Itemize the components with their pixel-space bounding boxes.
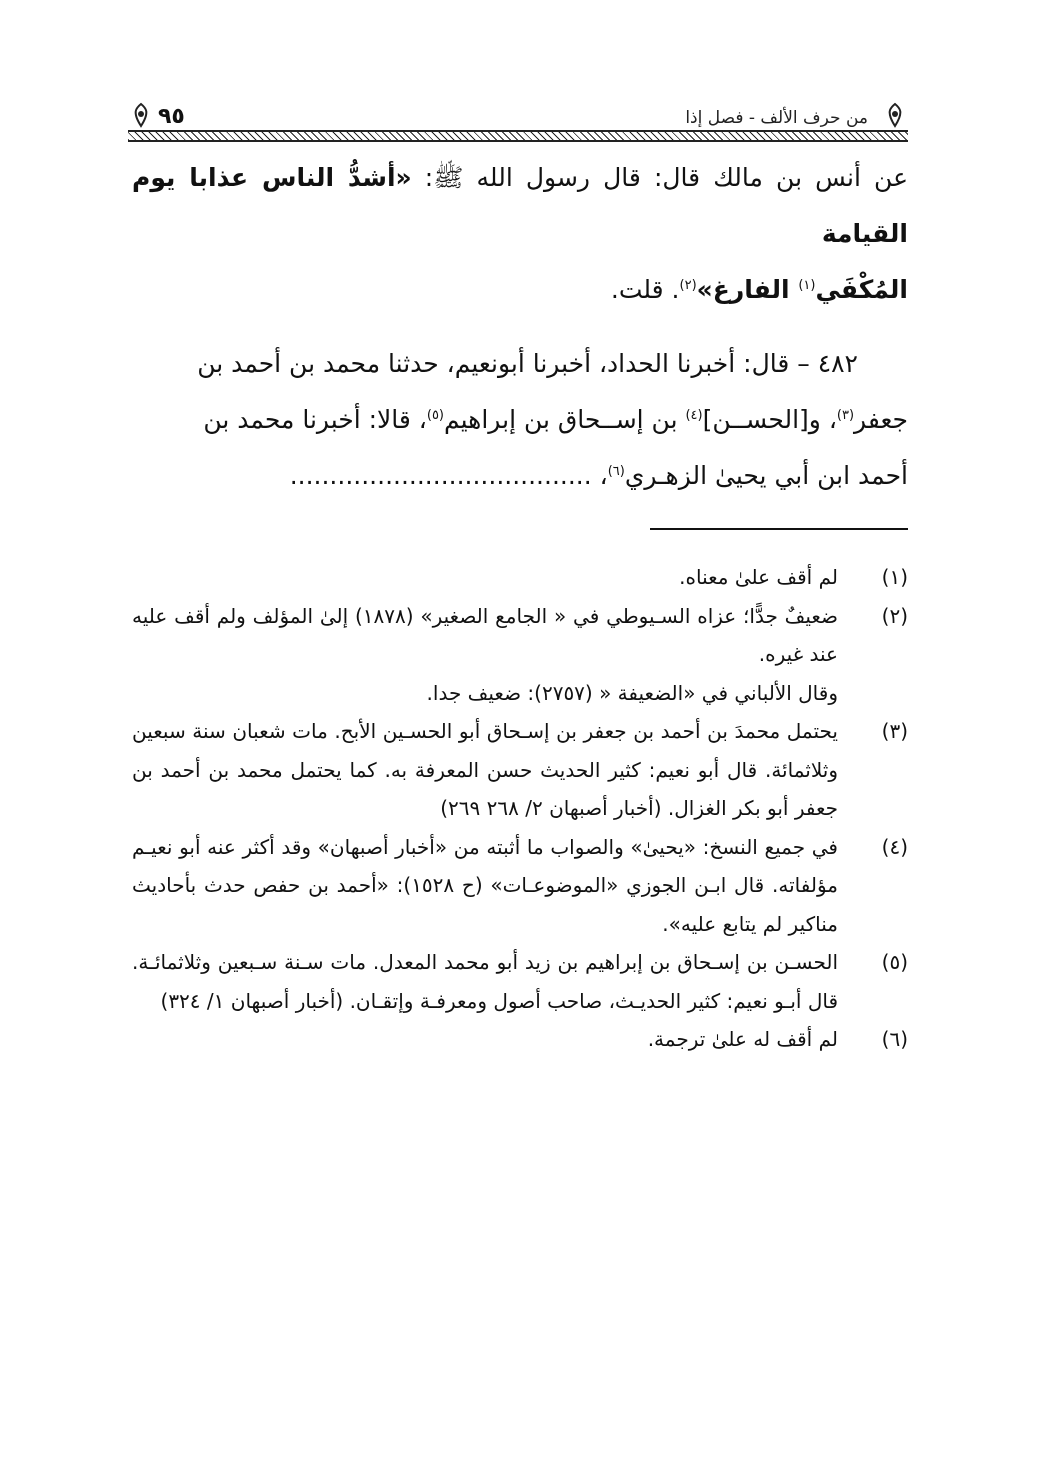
hadith-paragraph [132, 150, 908, 318]
footnote-number: (٢) [881, 603, 908, 628]
footnote-text: لم أقف له علىٰ ترجمة. [647, 1027, 838, 1051]
footnote [132, 943, 908, 1020]
footnote-text: ضعيفٌ جدًّا؛ عزاه السـيوطي في « الجامع الصغير» (١٨٧٨) إلىٰ المؤلف ولم أقف عليه عند غيره. [132, 603, 839, 666]
footnote-number: (٦) [881, 1027, 908, 1051]
footnote-number: (٣) [881, 719, 908, 743]
narration-intro: عن أنس بن مالك قال: قال رسول الله ﷺ: [411, 163, 908, 192]
ornament-icon [882, 102, 908, 128]
footnote-number: (٤) [881, 834, 908, 859]
isnad-text: جعفر [854, 405, 908, 434]
isnad-text: ، و[الحســن] [702, 405, 837, 434]
footnote-separator [650, 528, 908, 530]
hadith-text: «أشدُّ الناس عذابا يوم القيامة [132, 163, 908, 248]
header-rule [128, 130, 908, 142]
footnote [132, 1020, 908, 1059]
footnote-text: يحتمل محمدَ بن أحمد بن جعفر بن إسـحاق أبو الحسـين الأبح. مات شعبان سنة سبعين وثلاثمائة. قال أبو نعيم: كثير الحديث حسن المعرفة به. كما يحتمل محمد بن أحمد بن جعفر أبو بكر الغزال. (أخبار أصبهان ٢/ ٢٦٨ ٢٦٩) [132, 719, 838, 820]
footnote-ref: (٥) [426, 408, 444, 423]
footnote-number: (٥) [881, 950, 908, 974]
footnote-text: وقال الألباني في «الضعيفة « (٢٧٥٧): ضعيف جدا. [426, 680, 838, 705]
page-header [128, 96, 908, 142]
footnotes [132, 558, 908, 1059]
isnad-text: ، قالا: أخبرنا محمد بن [203, 405, 427, 434]
isnad-text: أحمد ابن أبي يحيىٰ الزهـري [624, 461, 908, 490]
footnote-ref: (١) [798, 278, 816, 293]
isnad-paragraph [132, 336, 908, 504]
footnote [132, 828, 908, 944]
footnote-text: الحسـن بن إسـحاق بن إبراهيم بن زيد أبو محمد المعدل. مات سـنة سـبعين وثلاثمائـة. قال أبـو نعيم: كثير الحديـث، صاحب أصول ومعرفـة وإتقـان. (أخبار أصبهان ١/ ٣٢٤) [132, 950, 838, 1013]
isnad-line-1: ٤٨٢ – قال: أخبرنا الحداد، أخبرنا أبونعيم، حدثنا محمد بن أحمد بن [197, 349, 858, 378]
ornament-icon [128, 102, 154, 128]
footnote-number: (١) [881, 565, 908, 589]
hadith-text-cont: المُكْفَي [815, 275, 908, 304]
main-text [132, 150, 908, 504]
isnad-text: بن إســحاق بن إبراهيم [444, 405, 686, 434]
author-note: . قلت. [610, 275, 680, 304]
footnote-text: في جميع النسخ: «يحيىٰ» والصواب ما أثبته من «أخبار أصبهان» وقد أكثر عنه أبو نعيـم مؤلفاته. قال ابـن الجوزي «الموضوعـات» (ح ١٥٢٨): «أحمد بن حفص حدث بأحاديث مناكير لم يتابع عليه». [132, 834, 838, 936]
footnote-ref: (٢) [679, 278, 697, 293]
footnote [132, 597, 908, 713]
footnote-text: لم أقف علىٰ معناه. [679, 565, 838, 589]
hadith-text-end: الفارغ» [696, 275, 799, 304]
page-number: ٩٥ [158, 104, 185, 129]
footnote [132, 558, 908, 597]
footnote-ref: (٤) [685, 408, 703, 423]
footnote-ref: (٣) [836, 408, 855, 423]
footnote [132, 712, 908, 828]
header-title: من حرف الألف - فصل إذا [685, 108, 868, 128]
isnad-text: ، ...................................... [289, 461, 608, 490]
footnote-ref: (٦) [607, 464, 625, 479]
